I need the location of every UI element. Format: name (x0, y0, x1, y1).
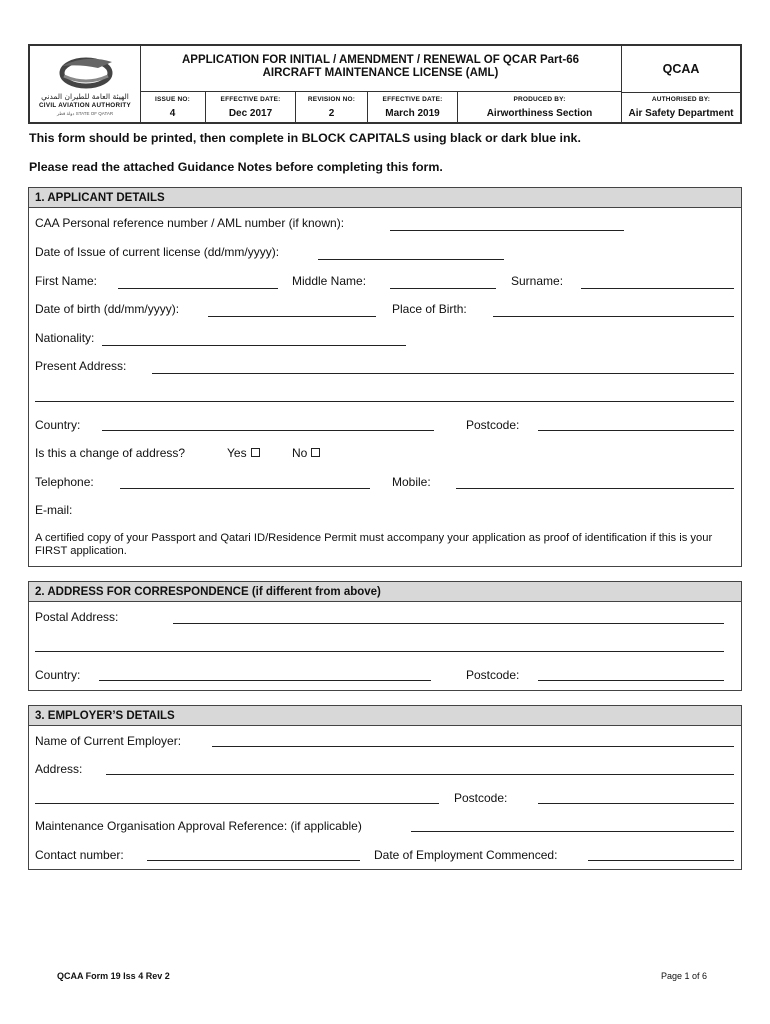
first-name-field[interactable] (118, 288, 278, 289)
telephone-label: Telephone: (35, 475, 94, 489)
meta-revision-no: REVISION NO: 2 (296, 92, 368, 122)
mobile-label: Mobile: (392, 475, 431, 489)
corr-country-label: Country: (35, 668, 81, 682)
section-title: 3. EMPLOYER’S DETAILS (29, 706, 741, 726)
postal-address-field-line2[interactable] (35, 651, 724, 652)
instruction-guidance: Please read the attached Guidance Notes before completing this form. (29, 160, 443, 174)
form-title (140, 46, 622, 92)
approval-ref-field[interactable] (411, 831, 734, 832)
caa-ref-label: CAA Personal reference number / AML number (if known): (35, 216, 345, 230)
surname-field[interactable] (581, 288, 734, 289)
place-birth-field[interactable] (493, 316, 734, 317)
date-issue-field[interactable] (318, 259, 504, 260)
instruction-print: This form should be printed, then complete in BLOCK CAPITALS using black or dark blue ink. (29, 131, 581, 145)
postal-address-label: Postal Address: (35, 610, 119, 624)
meta-revision-effective-date: EFFECTIVE DATE: March 2019 (368, 92, 458, 122)
middle-name-field[interactable] (390, 288, 496, 289)
form-id: QCAA Form 19 Iss 4 Rev 2 (57, 971, 170, 981)
meta-effective-date: EFFECTIVE DATE: Dec 2017 (206, 92, 296, 122)
caa-ref-field[interactable] (390, 230, 624, 231)
form-header (28, 44, 742, 124)
place-birth-label: Place of Birth: (392, 302, 467, 316)
identification-note: A certified copy of your Passport and Qatari ID/Residence Permit must accompany your application as proof of identification if this is your FIRST application. (35, 532, 713, 557)
middle-name-label: Middle Name: (292, 274, 367, 288)
corr-country-field[interactable] (99, 680, 431, 681)
no-checkbox[interactable] (311, 448, 320, 457)
logo-english-text: CIVIL AVIATION AUTHORITY (38, 102, 132, 109)
nationality-field[interactable] (102, 345, 406, 346)
logo-arabic-text: الهيئة العامة للطيران المدني (41, 92, 129, 101)
meta-produced-by: PRODUCED BY: Airworthiness Section (458, 92, 622, 122)
emp-postcode-field[interactable] (538, 803, 734, 804)
org-label: QCAA (622, 46, 740, 93)
present-address-label: Present Address: (35, 359, 127, 373)
meta-authorised-by: AUTHORISED BY: Air Safety Department (628, 96, 734, 119)
page-number: Page 1 of 6 (661, 971, 708, 981)
emp-postcode-label: Postcode: (454, 791, 508, 805)
approval-ref-label: Maintenance Organisation Approval Reference: (if applicable) (35, 819, 362, 833)
form-title-line1: APPLICATION FOR INITIAL / AMENDMENT / RENEWAL OF QCAR Part-66 (182, 54, 579, 66)
present-address-field-line2[interactable] (35, 401, 734, 402)
present-address-field[interactable] (152, 373, 734, 374)
emp-address-label: Address: (35, 762, 83, 776)
postcode-field[interactable] (538, 430, 734, 431)
yes-label: Yes (227, 446, 247, 460)
section-title: 2. ADDRESS FOR CORRESPONDENCE (if different from above) (29, 582, 741, 602)
nationality-label: Nationality: (35, 331, 95, 345)
employment-date-field[interactable] (588, 860, 734, 861)
contact-number-label: Contact number: (35, 848, 124, 862)
surname-label: Surname: (511, 274, 564, 288)
country-field[interactable] (102, 430, 434, 431)
section-applicant-details (28, 187, 742, 567)
section-employer-details (28, 705, 742, 870)
no-label: No (292, 446, 308, 460)
corr-postcode-label: Postcode: (466, 668, 520, 682)
dob-field[interactable] (208, 316, 376, 317)
change-address-no[interactable] (292, 446, 320, 460)
postcode-label: Postcode: (466, 418, 520, 432)
postal-address-field[interactable] (173, 623, 724, 624)
mobile-field[interactable] (456, 488, 734, 489)
meta-issue-no: ISSUE NO: 4 (140, 92, 206, 122)
corr-postcode-field[interactable] (538, 680, 724, 681)
dob-label: Date of birth (dd/mm/yyyy): (35, 302, 180, 316)
employment-date-label: Date of Employment Commenced: (374, 848, 558, 862)
change-address-label: Is this a change of address? (35, 446, 186, 460)
emp-address-field-line2[interactable] (35, 803, 439, 804)
contact-number-field[interactable] (147, 860, 360, 861)
logo-cell (30, 46, 141, 122)
first-name-label: First Name: (35, 274, 98, 288)
logo-sub-text: دولة قطر STATE OF QATAR (56, 111, 114, 116)
employer-label: Name of Current Employer: (35, 734, 182, 748)
section-title: 1. APPLICANT DETAILS (29, 188, 741, 208)
section-correspondence-address (28, 581, 742, 691)
yes-checkbox[interactable] (251, 448, 260, 457)
email-label: E-mail: (35, 503, 73, 517)
caa-logo-icon (58, 52, 114, 90)
employer-field[interactable] (212, 746, 734, 747)
emp-address-field[interactable] (106, 774, 734, 775)
date-issue-label: Date of Issue of current license (dd/mm/yyyy): (35, 245, 280, 259)
form-title-line2: AIRCRAFT MAINTENANCE LICENSE (AML) (262, 67, 499, 79)
change-address-yes[interactable] (227, 446, 260, 460)
telephone-field[interactable] (120, 488, 370, 489)
country-label: Country: (35, 418, 81, 432)
